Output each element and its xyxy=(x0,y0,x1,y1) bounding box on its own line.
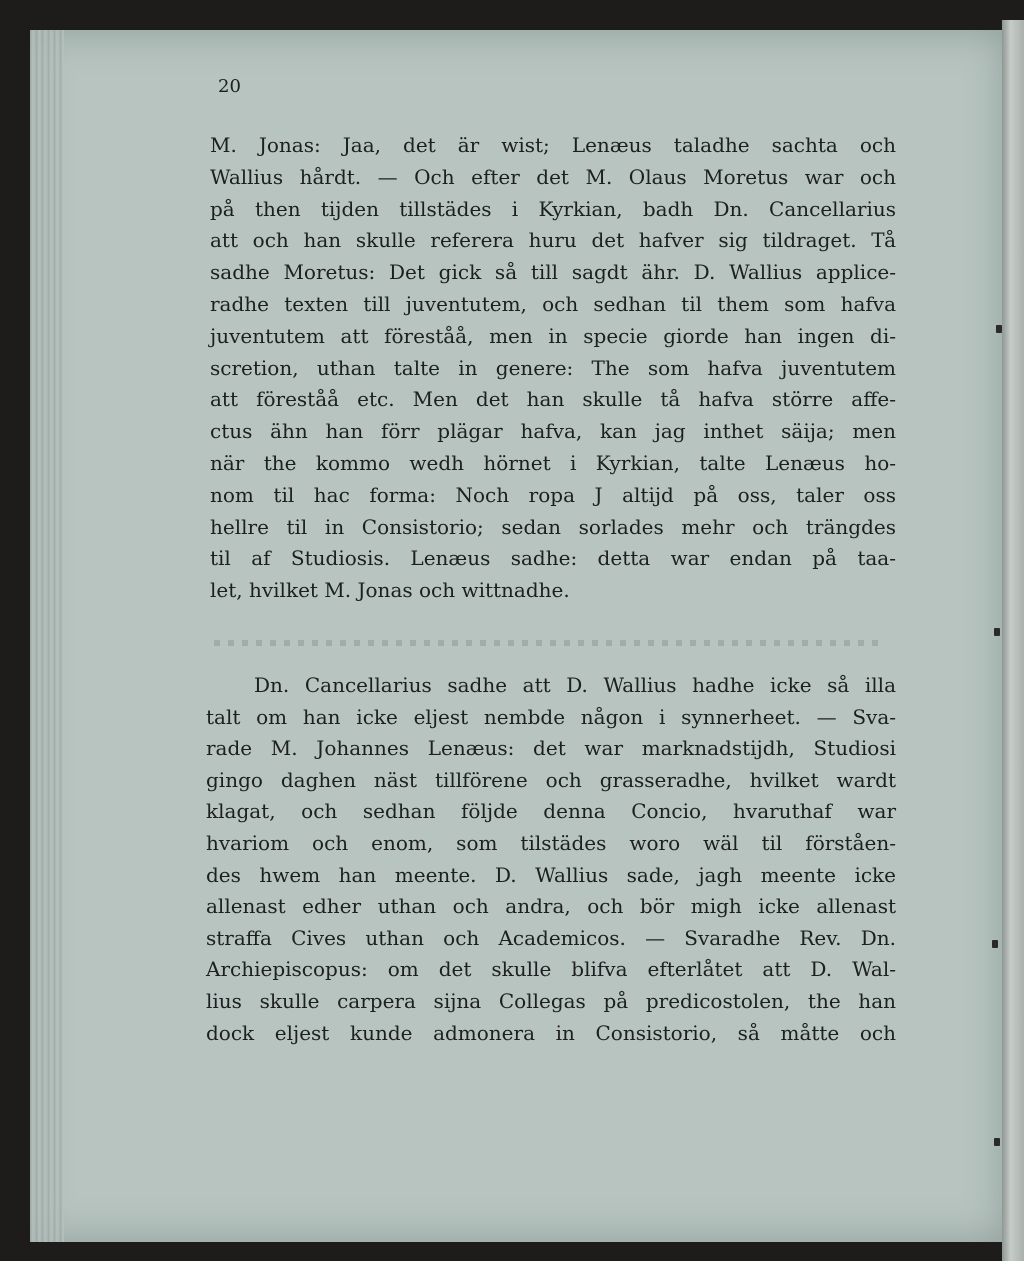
text-line: gingo daghen näst tillförene och grasseradhe, hvilket wardt xyxy=(206,767,896,792)
text-line: scretion, uthan talte in genere: The som hafva juventutem xyxy=(210,355,896,380)
margin-speck xyxy=(994,1138,1000,1146)
paragraph-2 xyxy=(206,670,896,1049)
faint-divider xyxy=(214,640,884,646)
margin-speck xyxy=(992,940,998,948)
text-line: hellre til in Consistorio; sedan sorlades mehr och trängdes xyxy=(210,514,896,539)
text-line: radhe texten till juventutem, och sedhan til them som hafva xyxy=(210,291,896,316)
text-line: til af Studiosis. Lenæus sadhe: detta war endan på taa- xyxy=(210,546,896,571)
text-line: nom til hac forma: Noch ropa J altijd på oss, taler oss xyxy=(210,482,896,507)
text-line: Wallius hårdt. — Och efter det M. Olaus Moretus war och xyxy=(210,164,896,189)
text-line: straffa Cives uthan och Academicos. — Svaradhe Rev. Dn. xyxy=(206,925,896,950)
text-line: let, hvilket M. Jonas och wittnadhe. xyxy=(210,578,570,603)
text-line: lius skulle carpera sijna Collegas på predicostolen, the han xyxy=(206,988,896,1013)
text-line: talt om han icke eljest nembde någon i synnerheet. — Sva- xyxy=(206,704,896,729)
text-line: att och han skulle referera huru det hafver sig tildraget. Tå xyxy=(210,228,896,253)
paragraph-1 xyxy=(210,130,896,607)
text-line: att föreståå etc. Men det han skulle tå hafva större affe- xyxy=(210,387,896,412)
text-line: sadhe Moretus: Det gick så till sagdt ähr. D. Wallius applice- xyxy=(210,260,896,285)
text-line: på then tijden tillstädes i Kyrkian, badh Dn. Cancellarius xyxy=(210,196,896,221)
text-line: när the kommo wedh hörnet i Kyrkian, talte Lenæus ho- xyxy=(210,450,896,475)
page-edge xyxy=(1002,20,1024,1261)
page-number: 20 xyxy=(218,76,241,97)
text-line: des hwem han meente. D. Wallius sade, jagh meente icke xyxy=(206,862,896,887)
page-gutter xyxy=(30,30,64,1242)
text-line: dock eljest kunde admonera in Consistorio, så måtte och xyxy=(206,1020,896,1045)
text-line: hvariom och enom, som tilstädes woro wäl til förståen- xyxy=(206,830,896,855)
text-line: Archiepiscopus: om det skulle blifva efterlåtet att D. Wal- xyxy=(206,957,896,982)
text-line: rade M. Johannes Lenæus: det war marknadstijdh, Studiosi xyxy=(206,736,896,761)
text-line: Dn. Cancellarius sadhe att D. Wallius hadhe icke så illa xyxy=(254,673,896,697)
margin-speck xyxy=(996,325,1002,333)
text-line: juventutem att föreståå, men in specie giorde han ingen di- xyxy=(210,323,896,348)
text-line: M. Jonas: Jaa, det är wist; Lenæus taladhe sachta och xyxy=(210,133,896,157)
margin-speck xyxy=(994,628,1000,636)
text-line: allenast edher uthan och andra, och bör migh icke allenast xyxy=(206,894,896,919)
text-line: klagat, och sedhan följde denna Concio, hvaruthaf war xyxy=(206,799,896,824)
text-line: ctus ähn han förr plägar hafva, kan jag inthet säija; men xyxy=(210,419,896,444)
